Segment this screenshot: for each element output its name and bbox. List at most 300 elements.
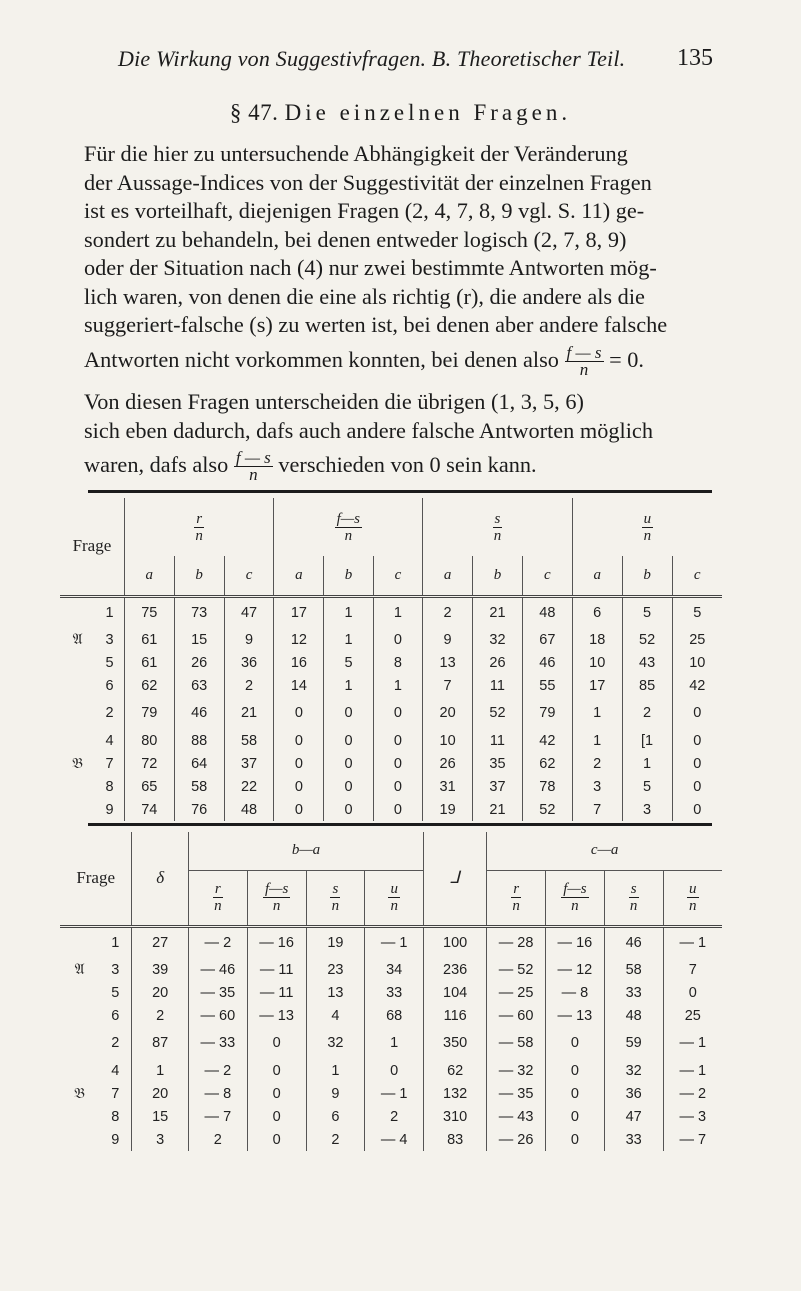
table1-cell: 36: [224, 651, 274, 674]
table1-cell: 74: [141, 801, 158, 818]
text-fragment: = 0.: [609, 346, 644, 372]
table2-ca-cell: — 1: [663, 1027, 722, 1059]
table2-ca-cell: — 8: [546, 981, 605, 1004]
table1-question-number: 4: [95, 729, 124, 752]
table-row: [60, 1128, 722, 1151]
table1-cell: 17: [274, 596, 324, 628]
table2-ba-cell: 2: [188, 1128, 247, 1151]
table1-question-number: 8: [95, 775, 124, 798]
table1-cell: 8: [373, 651, 422, 674]
table2-ba-cell: — 11: [247, 958, 306, 981]
table2-delta-header: δ: [132, 832, 189, 926]
table1-cell: 6: [572, 596, 622, 628]
table2-ba-cell: — 1: [365, 926, 424, 958]
fraction-denominator: n: [344, 527, 353, 544]
table-rule: [88, 823, 712, 826]
table1-cell: 48: [522, 596, 572, 628]
table1-cell: 52: [473, 697, 523, 729]
table1-cell: 0: [373, 775, 422, 798]
table-row: [60, 1105, 722, 1128]
table2-ba-cell: 33: [365, 981, 424, 1004]
table1-frage-header: Frage: [60, 498, 124, 596]
table2-question-number: 9: [99, 1128, 132, 1151]
table1-cell: 0: [274, 752, 324, 775]
table1-cell: 0: [672, 729, 722, 752]
table2-ca-cell: 59: [604, 1027, 663, 1059]
table2-question-number: 7: [99, 1082, 132, 1105]
table1-subcol-header: a: [145, 566, 154, 583]
table-row: [60, 1004, 722, 1027]
table2-ca-subcol-header: [604, 870, 663, 926]
table1-cell: 52: [622, 628, 672, 651]
table2-ba-cell: — 46: [188, 958, 247, 981]
table2-question-number: 4: [99, 1059, 132, 1082]
table1-cell: 0: [274, 798, 324, 821]
table1-cell: 22: [224, 775, 274, 798]
table1-cell: 64: [174, 752, 224, 775]
table1-cell: 31: [423, 775, 473, 798]
table1-cell: 0: [274, 775, 324, 798]
table1-cell: 9: [423, 628, 473, 651]
text-line: lich waren, von denen die eine als richtig (r), die andere als die: [84, 283, 645, 309]
table2-ba-cell: — 33: [188, 1027, 247, 1059]
table1-cell: 5: [324, 651, 373, 674]
fraction-denominator: n: [512, 898, 520, 914]
fraction-denominator: n: [643, 527, 652, 544]
table1-cell: 19: [423, 798, 473, 821]
table2-ca-cell: 32: [604, 1059, 663, 1082]
table2-ca-cell: 0: [546, 1082, 605, 1105]
table1-cell: 0: [373, 752, 422, 775]
table2-ca-cell: — 25: [487, 981, 546, 1004]
table2-ca-cell: 48: [604, 1004, 663, 1027]
table2-ca-cell: 36: [604, 1082, 663, 1105]
table1-question-number: 9: [95, 798, 124, 821]
table1-group-label: [60, 596, 95, 628]
table2-ba-cell: — 2: [188, 926, 247, 958]
table1-question-number: 6: [95, 674, 124, 697]
table2-ba-cell: — 35: [188, 981, 247, 1004]
table2-delta-cell: 20: [132, 981, 189, 1004]
table1-cell: 1: [622, 752, 672, 775]
table1-question-number: 2: [95, 697, 124, 729]
table2-ba-cell: 0: [247, 1082, 306, 1105]
table1-cell: 0: [274, 729, 324, 752]
table1-question-number: 7: [95, 752, 124, 775]
table2-ba-cell: 4: [306, 1004, 365, 1027]
table1-subcol-header: c: [373, 556, 422, 596]
table2-ca-cell: — 1: [663, 1059, 722, 1082]
table-row: [60, 798, 722, 821]
table1-group-label: [60, 729, 95, 752]
table2-ba-cell: 9: [306, 1082, 365, 1105]
table2-ca-cell: — 12: [546, 958, 605, 981]
fraction: [511, 881, 521, 914]
table2-ca-cell: 7: [663, 958, 722, 981]
table1-cell: 0: [373, 798, 422, 821]
table2-question-number: 6: [99, 1004, 132, 1027]
table1-group-header: [124, 498, 274, 556]
fraction-denominator: n: [579, 359, 589, 379]
table1-cell: 58: [174, 775, 224, 798]
fraction-denominator: n: [331, 898, 340, 914]
table1-subcol-header: c: [672, 556, 722, 596]
table-row: [60, 775, 722, 798]
table1-cell: 58: [224, 729, 274, 752]
table2-delta-cell: 15: [132, 1105, 189, 1128]
table1-cell: 1: [324, 674, 373, 697]
table2-ba-cell: 0: [247, 1105, 306, 1128]
paragraph-2: [84, 388, 724, 485]
table2-question-number: 5: [99, 981, 132, 1004]
table1-cell: 14: [274, 674, 324, 697]
table1-question-number: 3: [95, 628, 124, 651]
table2-ba-cell: 0: [247, 1027, 306, 1059]
table1-question-number: 1: [95, 596, 124, 628]
table2-big-delta-cell: 132: [424, 1082, 487, 1105]
table1-cell: 25: [672, 628, 722, 651]
table1-cell: 26: [423, 752, 473, 775]
table2-ca-cell: — 58: [487, 1027, 546, 1059]
table2-ca-cell: 47: [604, 1105, 663, 1128]
table2-ca-cell: 58: [604, 958, 663, 981]
table1-cell: 62: [522, 752, 572, 775]
table2-big-delta-cell: 350: [424, 1027, 487, 1059]
fraction-numerator: r: [513, 881, 520, 897]
table2-ca-cell: — 26: [487, 1128, 546, 1151]
text-line: [84, 340, 724, 380]
table1-cell: 16: [274, 651, 324, 674]
table-row: [60, 674, 722, 697]
table1-cell: 18: [572, 628, 622, 651]
table1-cell: 10: [572, 651, 622, 674]
table2-ca-cell: — 60: [487, 1004, 546, 1027]
text-line: ist es vorteilhaft, diejenigen Fragen (2, 4, 7, 8, 9 vgl. S. 11) ge-: [84, 198, 645, 223]
fraction-numerator: u: [643, 510, 652, 527]
table2-group-label: [60, 926, 99, 958]
table2-group-label: 𝔅: [74, 1085, 86, 1102]
table2-delta-cell: 2: [132, 1004, 189, 1027]
fraction-f-minus-s-over-n: [234, 450, 273, 483]
fraction: [493, 511, 503, 544]
fraction-denominator: n: [571, 898, 579, 914]
table1-cell: 21: [473, 798, 523, 821]
table2-ba-cell: 68: [365, 1004, 424, 1027]
fraction-numerator: f — s: [566, 342, 602, 362]
table2-delta-cell: 20: [132, 1082, 189, 1105]
paragraph-1: [84, 140, 724, 380]
fraction: [335, 511, 362, 544]
table-1: [60, 498, 722, 821]
text-line: Von diesen Fragen unterscheiden die übrigen (1, 3, 5, 6): [84, 389, 584, 414]
table2-ca-cell: — 3: [663, 1105, 722, 1128]
table1-cell: 1: [324, 628, 373, 651]
fraction: [388, 881, 400, 914]
table1-cell: 0: [324, 697, 373, 729]
fraction: [687, 881, 699, 914]
table1-group-label: [60, 697, 95, 729]
table2-ca-cell: — 16: [546, 926, 605, 958]
table1-group-label: [60, 775, 95, 798]
table2-ba-cell: — 4: [365, 1128, 424, 1151]
table-row: [60, 1059, 722, 1082]
fraction: [263, 881, 290, 914]
table2-ca-cell: — 7: [663, 1128, 722, 1151]
table2-ba-cell: — 1: [365, 1082, 424, 1105]
table2-ba-cell: 19: [306, 926, 365, 958]
fraction-numerator: r: [196, 510, 203, 527]
table2-question-number: 1: [99, 926, 132, 958]
fraction-denominator: n: [493, 527, 502, 544]
table2-ca-header: c—a: [487, 832, 722, 870]
fraction-numerator: s: [494, 510, 501, 527]
table1-subcol-header: b: [174, 556, 224, 596]
table2-group-label: [60, 1059, 99, 1082]
table1-cell: 0: [324, 729, 373, 752]
table2-ca-cell: — 35: [487, 1082, 546, 1105]
table2-ba-cell: — 2: [188, 1059, 247, 1082]
table2-ba-cell: — 13: [247, 1004, 306, 1027]
table2-big-delta-cell: 62: [424, 1059, 487, 1082]
fraction-numerator: f—s: [336, 510, 360, 527]
table2-question-number: 3: [99, 958, 132, 981]
table2-group-label: [60, 981, 99, 1004]
table2-ca-cell: 0: [546, 1105, 605, 1128]
table2-ca-cell: — 2: [663, 1082, 722, 1105]
table1-cell: 0: [274, 697, 324, 729]
running-title: Die Wirkung von Suggestivfragen. B. Theoretischer Teil.: [118, 46, 626, 71]
table-row: [60, 752, 722, 775]
fraction-denominator: n: [390, 898, 398, 914]
table1-cell: 5: [622, 775, 672, 798]
table1-cell: 65: [141, 778, 158, 795]
table-row: [60, 628, 722, 651]
table2-ca-cell: 0: [546, 1128, 605, 1151]
table2-question-number: 2: [99, 1027, 132, 1059]
table-row: [60, 1027, 722, 1059]
table1-group-label: [60, 798, 95, 821]
table1-cell: 26: [473, 651, 523, 674]
table2-delta-cell: 39: [132, 958, 189, 981]
table2-ca-subcol-header: [546, 870, 605, 926]
table2-group-label: [60, 1004, 99, 1027]
table1-cell: 12: [274, 628, 324, 651]
table2-ba-subcol-header: [247, 870, 306, 926]
fraction-numerator: u: [390, 881, 398, 897]
table2-ca-subcol-header: [487, 870, 546, 926]
table-row: [60, 1082, 722, 1105]
table2-big-delta-cell: 83: [424, 1128, 487, 1151]
table1-cell: 5: [672, 596, 722, 628]
table2-ba-cell: 0: [247, 1128, 306, 1151]
table2-big-delta-cell: 310: [424, 1105, 487, 1128]
table1-cell: 0: [324, 752, 373, 775]
fraction-numerator: s: [332, 881, 339, 897]
fraction: [642, 511, 654, 544]
table1-cell: 2: [224, 674, 274, 697]
table1-cell: 88: [174, 729, 224, 752]
table1-cell: 63: [174, 674, 224, 697]
table1-cell: 1: [373, 674, 422, 697]
table2-ba-header: b—a: [188, 832, 423, 870]
table1-cell: 0: [324, 775, 373, 798]
table1-cell: 11: [473, 729, 523, 752]
table1-cell: 0: [373, 697, 422, 729]
table2-ba-cell: 1: [365, 1027, 424, 1059]
table2-ba-cell: — 16: [247, 926, 306, 958]
table2-ba-subcol-header: [365, 870, 424, 926]
table1-group-label: [60, 651, 95, 674]
fraction-denominator: n: [629, 898, 638, 914]
table1-group-label: 𝔄: [72, 631, 83, 648]
table-row: [60, 926, 722, 958]
table2-ba-cell: — 8: [188, 1082, 247, 1105]
table2-ca-cell: 33: [604, 1128, 663, 1151]
table1-cell: [1: [622, 729, 672, 752]
table2-big-delta-cell: 104: [424, 981, 487, 1004]
table2-ca-cell: — 32: [487, 1059, 546, 1082]
table2-ba-cell: 13: [306, 981, 365, 1004]
table1-subcol-header: c: [224, 556, 274, 596]
table2-ba-cell: 0: [247, 1059, 306, 1082]
table2-ca-cell: 33: [604, 981, 663, 1004]
table1-cell: 37: [473, 775, 523, 798]
table1-cell: 72: [141, 755, 158, 772]
table1-group-header: [423, 498, 573, 556]
table1-subcol-header: a: [274, 556, 324, 596]
table2-ca-cell: 0: [546, 1059, 605, 1082]
table2-ba-subcol-header: [188, 870, 247, 926]
table1-cell: 11: [473, 674, 523, 697]
table1-cell: 48: [224, 798, 274, 821]
text-fragment: waren, dafs also: [84, 452, 229, 477]
table1-cell: 85: [622, 674, 672, 697]
table2-ca-cell: — 13: [546, 1004, 605, 1027]
table2-question-number: 8: [99, 1105, 132, 1128]
table1-cell: 46: [522, 651, 572, 674]
table1-cell: 61: [141, 654, 158, 671]
table2-group-label: [60, 1105, 99, 1128]
table1-subcol-header: b: [622, 556, 672, 596]
table1-cell: 9: [224, 628, 274, 651]
page-number: 135: [677, 45, 713, 71]
fraction: [213, 881, 223, 914]
table1-cell: 37: [224, 752, 274, 775]
table2-ca-cell: — 52: [487, 958, 546, 981]
table1-cell: 73: [174, 596, 224, 628]
table1-cell: 10: [672, 651, 722, 674]
table1-cell: 2: [622, 697, 672, 729]
fraction-numerator: f—s: [264, 881, 289, 897]
table1-cell: 61: [141, 631, 158, 648]
table-row: [60, 697, 722, 729]
table1-group-header: [572, 498, 722, 556]
table2-big-delta-cell: 116: [424, 1004, 487, 1027]
table2-ba-subcol-header: [306, 870, 365, 926]
table1-cell: 79: [141, 705, 158, 721]
fraction: [330, 881, 340, 914]
table1-subcol-header: a: [572, 556, 622, 596]
table1-cell: 21: [224, 697, 274, 729]
table1-subcol-header: a: [423, 556, 473, 596]
table1-cell: 80: [141, 732, 158, 749]
table1-cell: 47: [224, 596, 274, 628]
fraction-denominator: n: [272, 898, 281, 914]
table1-cell: 5: [622, 596, 672, 628]
fraction-numerator: f — s: [235, 448, 271, 468]
table1-cell: 32: [473, 628, 523, 651]
text-fragment: verschieden von 0 sein kann.: [278, 452, 537, 477]
table2-delta-cell: 87: [132, 1027, 189, 1059]
text-fragment: Antworten nicht vorkommen konnten, bei denen also: [84, 346, 559, 372]
fraction-denominator: n: [195, 527, 203, 544]
table1-cell: 78: [522, 775, 572, 798]
text-line: [84, 445, 724, 485]
table2-ba-cell: 1: [306, 1059, 365, 1082]
table1-subcol-header: b: [324, 556, 373, 596]
text-line: Für die hier zu untersuchende Abhängigkeit der Veränderung: [84, 141, 628, 166]
table-row: [60, 651, 722, 674]
table1-cell: 35: [473, 752, 523, 775]
table1-cell: 76: [174, 798, 224, 821]
text-line: suggeriert-falsche (s) zu werten ist, bei denen aber andere falsche: [84, 312, 668, 337]
table2-group-label: [60, 1128, 99, 1151]
table1-cell: 75: [141, 604, 158, 621]
table2-group-label: 𝔄: [74, 961, 85, 978]
fraction-numerator: r: [214, 881, 221, 897]
table1-cell: 79: [522, 697, 572, 729]
table1-cell: 55: [522, 674, 572, 697]
table2-ba-cell: 2: [306, 1128, 365, 1151]
table1-cell: 42: [672, 674, 722, 697]
table1-cell: 52: [522, 798, 572, 821]
table1-subcol-header: c: [522, 556, 572, 596]
table2-big-delta-cell: 236: [424, 958, 487, 981]
table1-cell: 17: [572, 674, 622, 697]
table1-cell: 1: [373, 596, 422, 628]
table1-cell: 42: [522, 729, 572, 752]
table1-cell: 7: [423, 674, 473, 697]
table2-ca-cell: 0: [546, 1027, 605, 1059]
text-line: der Aussage-Indices von der Suggestivität der einzelnen Fragen: [84, 169, 652, 195]
table1-cell: 15: [174, 628, 224, 651]
table1-cell: 1: [572, 697, 622, 729]
table-2: [60, 832, 722, 1151]
fraction-numerator: s: [630, 881, 637, 897]
table1-cell: 62: [141, 677, 158, 694]
table-row: [60, 981, 722, 1004]
text-line: sich eben dadurch, dafs auch andere falsche Antworten möglich: [84, 417, 653, 443]
table2-ba-cell: 2: [365, 1105, 424, 1128]
table2-delta-cell: 3: [132, 1128, 189, 1151]
table2-big-delta-header: ⅃: [424, 832, 487, 926]
fraction-denominator: n: [689, 898, 697, 914]
table2-ba-cell: 0: [365, 1059, 424, 1082]
table1-cell: 13: [423, 651, 473, 674]
table1-cell: 46: [174, 697, 224, 729]
table1-cell: 7: [572, 798, 622, 821]
table-row: [60, 596, 722, 628]
fraction-f-minus-s-over-n: [565, 342, 604, 379]
section-title: Die einzelnen Fragen.: [284, 100, 572, 125]
table1-cell: 0: [373, 628, 422, 651]
table1-cell: 20: [423, 697, 473, 729]
table1-cell: 43: [622, 651, 672, 674]
table2-frage-header: Frage: [60, 832, 132, 926]
text-line: oder der Situation nach (4) nur zwei bestimmte Antworten mög-: [84, 255, 657, 280]
table2-ca-cell: — 43: [487, 1105, 546, 1128]
text-line: sondert zu behandeln, bei denen entweder logisch (2, 7, 8, 9): [84, 226, 627, 252]
